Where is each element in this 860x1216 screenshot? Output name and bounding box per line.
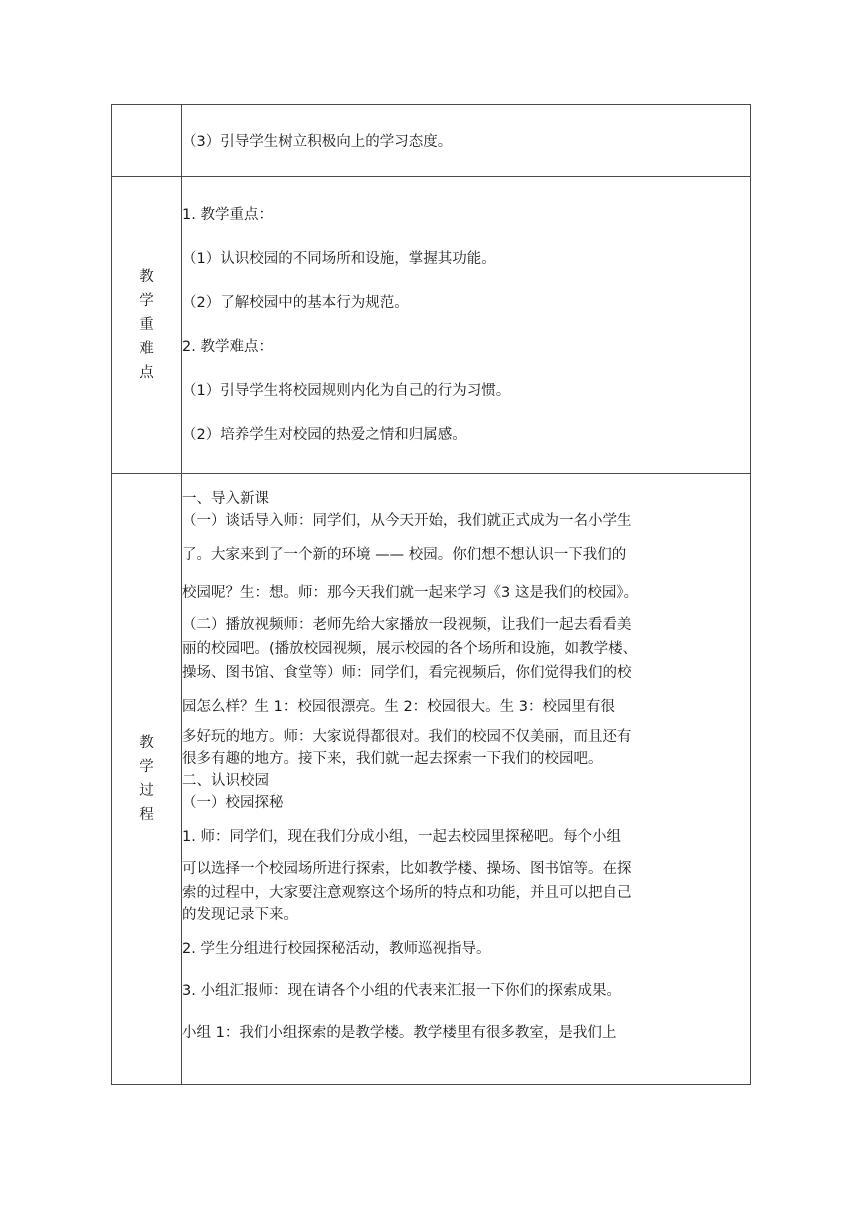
text-line: 丽的校园吧。(播放校园视频，展示校园的各个场所和设施，如教学楼、 [182, 641, 638, 657]
text-line: 1. 师：同学们，现在我们分成小组，一起去校园里探秘吧。每个小组 [182, 829, 621, 845]
text-line: 可以选择一个校园场所进行探索，比如教学楼、操场、图书馆等。在探 [182, 861, 632, 877]
objectives-row [112, 105, 751, 177]
text-line: （一）谈话导入师：同学们，从今天开始，我们就正式成为一名小学生 [182, 513, 632, 529]
text-line: 2. 教学难点： [182, 339, 273, 355]
text-line: （2）培养学生对校园的热爱之情和归属感。 [182, 427, 467, 443]
text-line: （3）引导学生树立积极向上的学习态度。 [182, 134, 453, 150]
text-line: 二、认识校园 [182, 773, 269, 789]
objectives-content-cell [182, 105, 751, 177]
key-points-label-cell [112, 177, 182, 474]
text-line: （2）了解校园中的基本行为规范。 [182, 295, 409, 311]
text-line: 园怎么样？生 1：校园很漂亮。生 2：校园很大。生 3：校园里有很 [182, 699, 616, 715]
text-line: 校园呢？生：想。师：那今天我们就一起来学习《3 这是我们的校园》。 [182, 585, 639, 601]
text-line: 一、导入新课 [182, 491, 269, 507]
text-line: （1）认识校园的不同场所和设施，掌握其功能。 [182, 251, 496, 267]
text-line: 了。大家来到了一个新的环境 —— 校园。你们想不想认识一下我们的 [182, 547, 627, 563]
key-points-content-cell [182, 177, 751, 474]
process-content-cell [182, 474, 751, 1085]
text-line: （一）校园探秘 [182, 795, 284, 811]
key-points-row [112, 177, 751, 474]
text-line: 操场、图书馆、食堂等）师：同学们，看完视频后，你们觉得我们的校 [182, 665, 632, 681]
text-line: （二）播放视频师：老师先给大家播放一段视频，让我们一起去看看美 [182, 617, 632, 633]
text-line: 小组 1：我们小组探索的是教学楼。教学楼里有很多教室，是我们上 [182, 1025, 617, 1041]
text-line: 多好玩的地方。师：大家说得都很对。我们的校园不仅美丽，而且还有 [182, 729, 632, 745]
key-points-label: 教 学 重 难 点 [139, 269, 154, 381]
process-label: 教 学 过 程 [139, 735, 154, 823]
text-line: （1）引导学生将校园规则内化为自己的行为习惯。 [182, 383, 511, 399]
objectives-label-cell [112, 105, 182, 177]
text-line: 1. 教学重点： [182, 207, 273, 223]
process-row [112, 474, 751, 1085]
text-line: 很多有趣的地方。接下来，我们就一起去探索一下我们的校园吧。 [182, 751, 603, 767]
text-line: 的发现记录下来。 [182, 907, 298, 923]
text-line: 索的过程中，大家要注意观察这个场所的特点和功能，并且可以把自己 [182, 885, 632, 901]
process-label-cell [112, 474, 182, 1085]
lesson-plan-table [111, 104, 751, 1085]
text-line: 2. 学生分组进行校园探秘活动，教师巡视指导。 [182, 941, 491, 957]
text-line: 3. 小组汇报师：现在请各个小组的代表来汇报一下你们的探索成果。 [182, 983, 621, 999]
